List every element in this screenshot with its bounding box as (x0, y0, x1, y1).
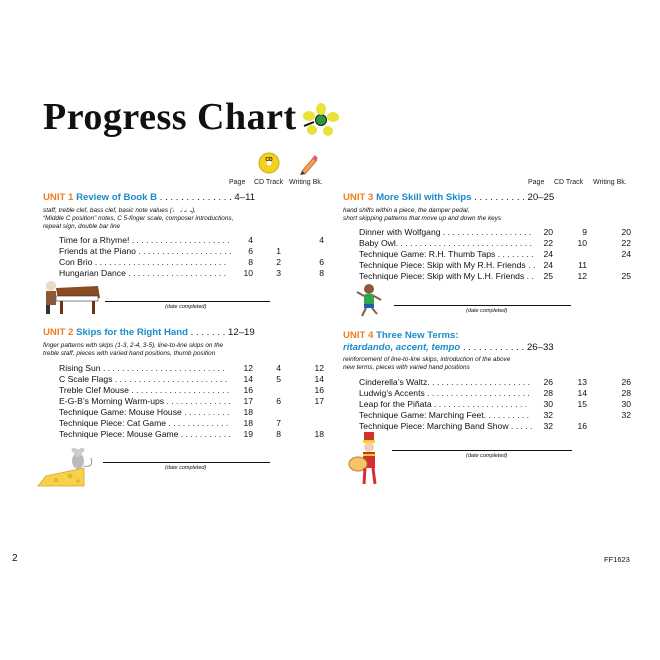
list-item: Technique Piece: Cat Game . . . . . . . . . . . . . 18 7 (59, 418, 281, 428)
date-completed-label: (date completed) (466, 453, 508, 459)
list-item: Con Brio . . . . . . . . . . . . . . . . . . . . . . . . . . . . 8 2 6 (59, 257, 324, 267)
page-title: Progress Chart (43, 96, 297, 138)
unit-number: UNIT 3 (343, 192, 374, 203)
list-item: Leap for the Piñata . . . . . . . . . . . . . . . . . . . . 30 15 30 (359, 399, 631, 409)
column-header-writing-book: Writing Bk. (289, 179, 323, 186)
unit-heading (43, 327, 255, 339)
list-item: C Scale Flags . . . . . . . . . . . . . . . . . . . . . . . . 14 5 14 (59, 374, 324, 384)
unit-number: UNIT 4 (343, 330, 374, 341)
date-completed-line (103, 462, 270, 463)
list-item: Technique Game: Mouse House . . . . . . . . . . 18 (59, 407, 253, 417)
unit-pages: 12–19 (228, 327, 255, 338)
list-item: Friends at the Piano . . . . . . . . . . . . . . . . . . . . 6 1 (59, 246, 281, 256)
product-code: FF1623 (604, 555, 630, 564)
unit-number: UNIT 2 (43, 327, 74, 338)
column-header-cd-track: CD Track (554, 179, 584, 186)
pencil-icon (298, 153, 320, 175)
flower-icon (300, 102, 342, 138)
unit-pages: 20–25 (527, 192, 555, 203)
unit-description: hand shifts within a piece, the damper pedal, short skipping patterns that move up and down the keys (343, 207, 502, 223)
list-item: Time for a Rhyme! . . . . . . . . . . . . . . . . . . . . . 4 4 (59, 235, 324, 245)
list-item: Technique Game: Marching Feet. . . . . . . . . . 32 32 (359, 410, 631, 420)
list-item: Cinderella’s Waltz. . . . . . . . . . . . . . . . . . . . . . 26 13 26 (359, 377, 631, 387)
leader-dots: . . . . . . . . . . . . (462, 342, 525, 353)
unit-title: Skips for the Right Hand (76, 327, 188, 338)
unit-heading (343, 330, 459, 342)
column-header-page: Page (229, 179, 246, 186)
unit-subheading (343, 342, 554, 354)
list-item: Rising Sun . . . . . . . . . . . . . . . . . . . . . . . . . . 12 4 12 (59, 363, 324, 373)
unit-number: UNIT 1 (43, 192, 74, 203)
page-number: 2 (12, 553, 18, 564)
unit-description: reinforcement of line-to-line skips, introduction of the above new terms, pieces with varied hand positions (343, 356, 511, 372)
list-item: Baby Owl. . . . . . . . . . . . . . . . . . . . . . . . . . . . . 22 10 22 (359, 238, 631, 248)
piano-player-illustration (42, 276, 102, 316)
list-item: Technique Piece: Marching Band Show . . . . . 32 16 (359, 421, 587, 431)
leader-dots: . . . . . . . (190, 327, 226, 338)
leader-dots: . . . . . . . . . . . . . . (159, 192, 232, 203)
unit-pages: 4–11 (234, 192, 256, 203)
date-completed-line (392, 450, 572, 451)
svg-text:CD: CD (265, 157, 273, 163)
date-completed-line (105, 301, 270, 302)
unit-title: More Skill with Skips (376, 192, 472, 203)
date-completed-label: (date completed) (165, 465, 207, 471)
unit-title: Three New Terms: (376, 330, 459, 341)
unit-description: staff, treble clef, bass clef, basic note values (♩ 𝅗𝅥 𝅗𝅥. 𝅝), “Middle C position” notes, C 5-finger scale, composer introductions, repeat sign, double bar line (43, 207, 234, 231)
unit-subtitle: ritardando, accent, tempo (343, 342, 461, 353)
list-item: Technique Game: R.H. Thumb Taps . . . . . . . . 24 24 (359, 249, 631, 259)
date-completed-line (394, 305, 571, 306)
list-item: Technique Piece: Mouse Game . . . . . . . . . . . 19 8 18 (59, 429, 324, 439)
list-item: Dinner with Wolfgang . . . . . . . . . . . . . . . . . . . 20 9 20 (359, 227, 631, 237)
list-item: Technique Piece: Skip with My R.H. Friends . . 24 11 (359, 260, 587, 270)
unit-description: finger patterns with skips (1-3, 2-4, 3-5), line-to-line skips on the treble staff, pieces with varied hand positions, thumb position (43, 342, 224, 358)
list-item: Ludwig’s Accents . . . . . . . . . . . . . . . . . . . . . . 28 14 28 (359, 388, 631, 398)
unit-title: Review of Book B (76, 192, 158, 203)
date-completed-label: (date completed) (466, 308, 508, 314)
cd-icon (258, 152, 280, 174)
unit-heading (43, 192, 255, 204)
skipping-child-illustration (354, 283, 384, 319)
list-item: E-G-B’s Morning Warm-ups . . . . . . . . . . . . . . 17 6 17 (59, 396, 324, 406)
date-completed-label: (date completed) (165, 304, 207, 310)
unit-pages: 26–33 (526, 342, 554, 353)
list-item: Treble Clef Mouse . . . . . . . . . . . . . . . . . . . . . 16 16 (59, 385, 324, 395)
mouse-cheese-illustration (36, 448, 98, 488)
list-item: Technique Piece: Skip with My L.H. Friends . . 25 12 25 (359, 271, 631, 281)
column-header-cd-track: CD Track (254, 179, 284, 186)
column-header-writing-book: Writing Bk. (593, 179, 627, 186)
leader-dots: . . . . . . . . . . (474, 192, 525, 203)
unit-heading (343, 192, 554, 204)
column-header-page: Page (528, 179, 545, 186)
list-item: Hungarian Dance . . . . . . . . . . . . . . . . . . . . . 10 3 8 (59, 268, 324, 278)
marching-drummer-illustration (348, 430, 384, 488)
